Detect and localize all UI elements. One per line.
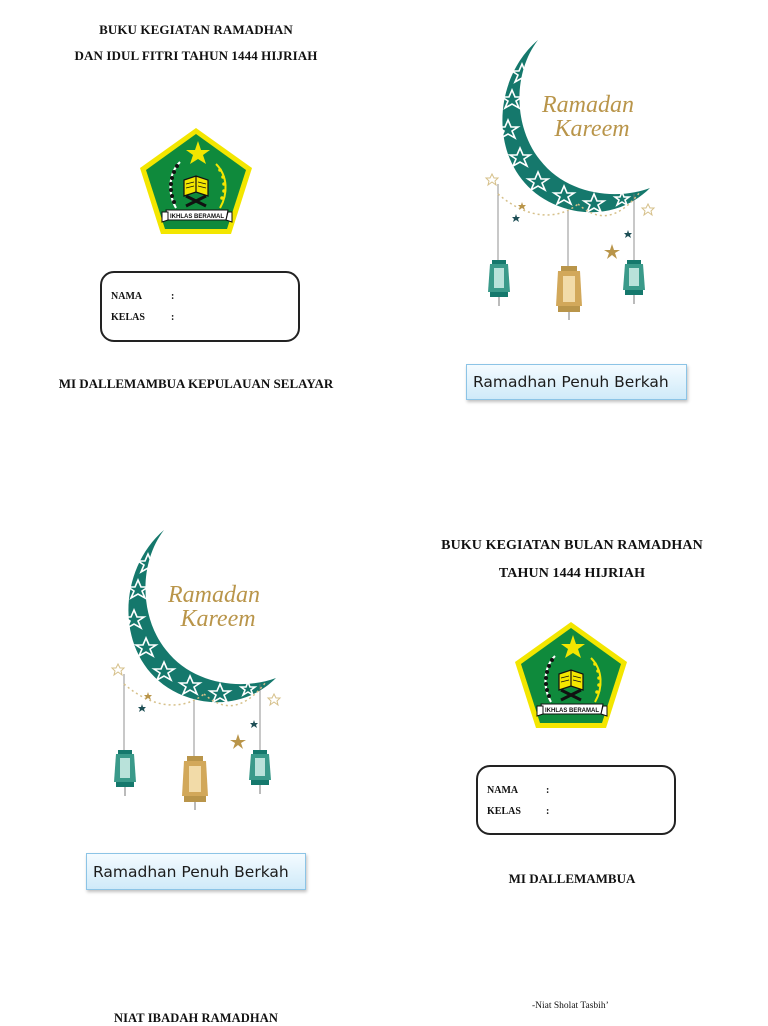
banner-text: Ramadhan Penuh Berkah [473,373,669,391]
class-colon: : [171,312,175,323]
school-name: MI DALLEMAMBUA KEPULAUAN SELAYAR [58,376,334,391]
class-label: KELAS [487,806,521,817]
banner-text: Ramadhan Penuh Berkah [93,862,289,881]
name-colon: : [546,785,550,796]
name-label: NAMA [487,785,519,796]
banner [466,364,687,400]
logo-ribbon-text: IKHLAS BERAMAL [545,708,599,714]
cover1-title-line2: DAN IDUL FITRI TAHUN 1444 HIJRIAH [74,48,318,63]
class-colon: : [546,806,550,817]
illustration-text-line2: Kareem [554,116,630,142]
name-label: NAMA [111,291,143,302]
ramadan-kareem-illustration [468,24,678,328]
cover2-title-line2: TAHUN 1444 HIJRIAH [498,566,646,581]
tasbih-title: -Niat Sholat Tasbih’ [532,1001,609,1011]
identity-box [476,765,676,835]
illustration-text-line2: Kareem [180,606,256,632]
kemenag-logo-icon [511,618,631,734]
name-colon: : [171,291,175,302]
cover1-title-line1: BUKU KEGIATAN RAMADHAN [99,22,293,37]
school-name: MI DALLEMAMBUA [508,871,636,886]
identity-box [100,271,300,342]
ramadan-kareem-illustration [94,514,304,818]
banner [86,853,306,890]
illustration-text-line1: Ramadan [168,582,260,608]
cover2-title-line1: BUKU KEGIATAN BULAN RAMADHAN [441,538,703,553]
kemenag-logo-icon [136,124,256,240]
class-label: KELAS [111,312,145,323]
illustration-text-line1: Ramadan [542,92,634,118]
logo-ribbon-text: IKHLAS BERAMAL [170,214,224,220]
arabic-text-line [536,1018,748,1024]
niat-title: NIAT IBADAH RAMADHAN [113,1011,279,1025]
